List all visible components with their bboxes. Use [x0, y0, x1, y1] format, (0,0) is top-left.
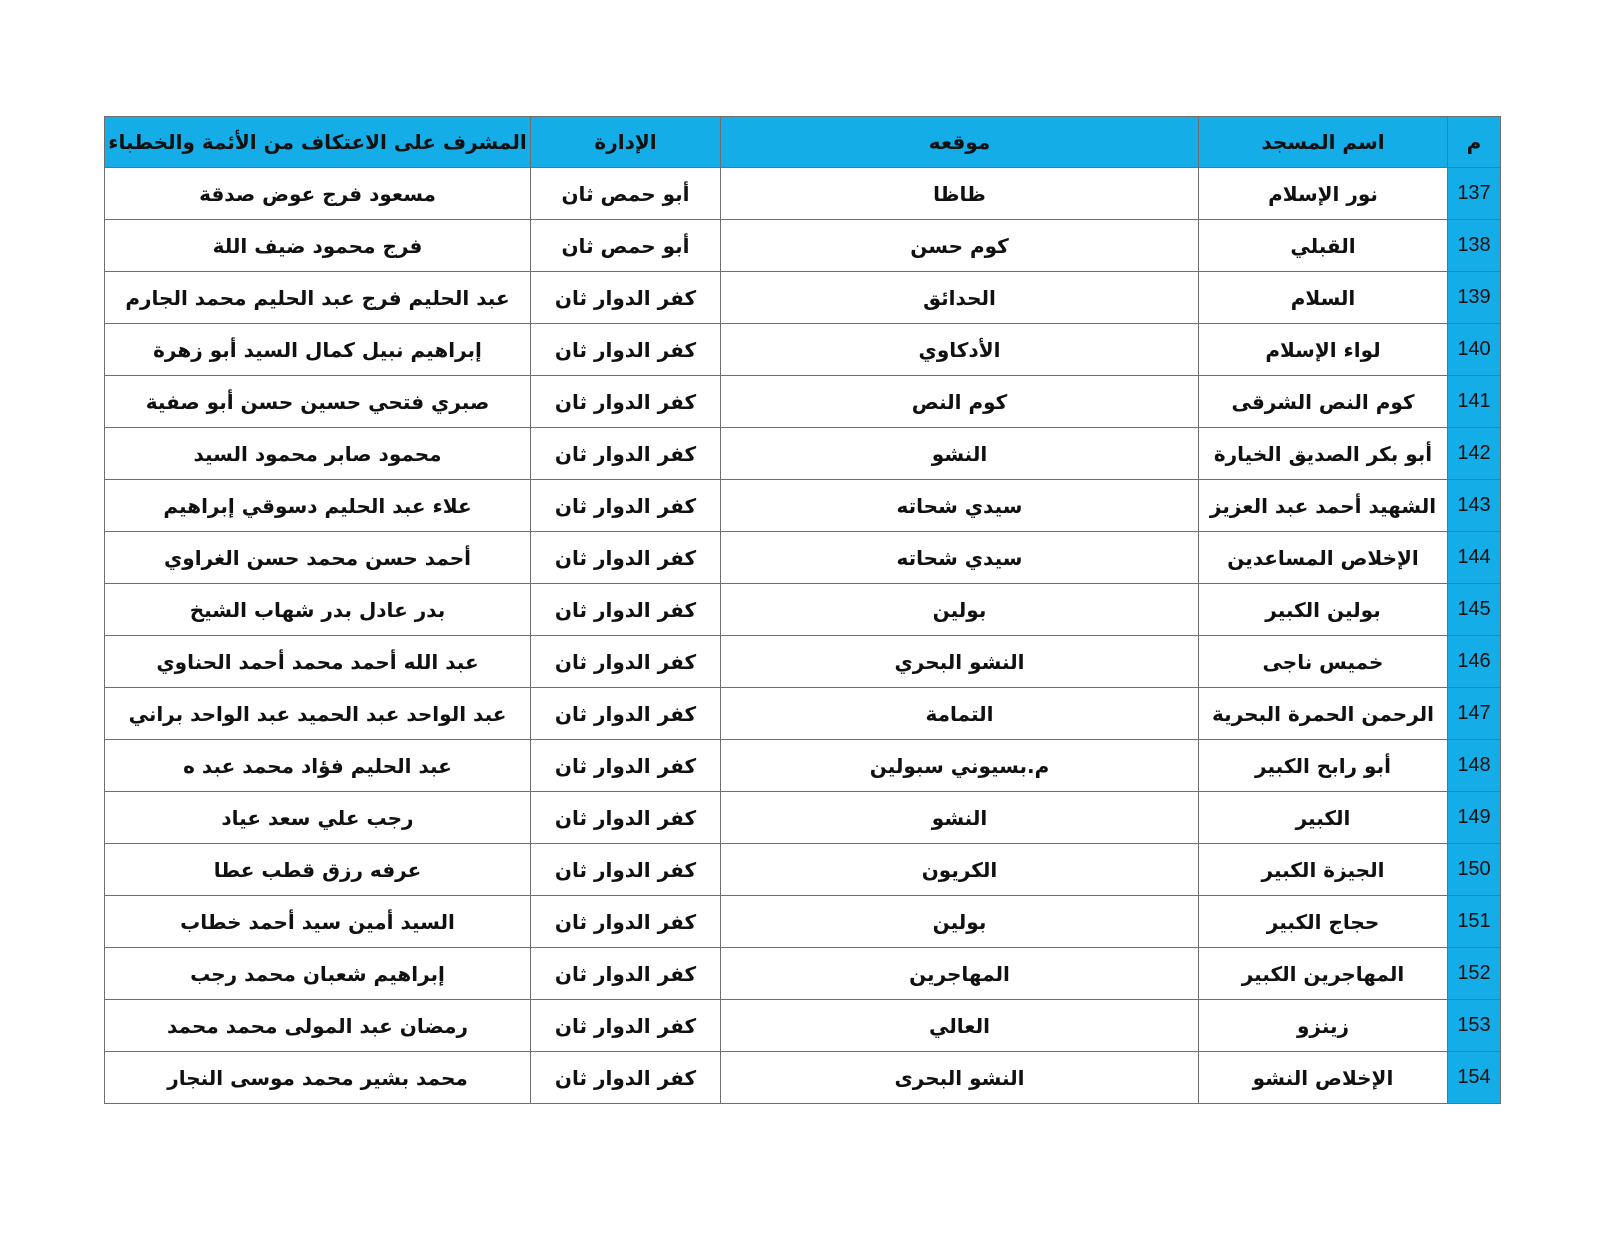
location: النشو	[721, 792, 1199, 844]
row-number: 147	[1448, 688, 1501, 740]
location: سيدي شحاته	[721, 532, 1199, 584]
row-number: 149	[1448, 792, 1501, 844]
row-number: 146	[1448, 636, 1501, 688]
table-row	[105, 1000, 1501, 1052]
mosque-name: أبو بكر الصديق الخيارة	[1199, 428, 1448, 480]
administration: كفر الدوار ثان	[531, 480, 721, 532]
row-number: 142	[1448, 428, 1501, 480]
table-row	[105, 740, 1501, 792]
mosque-name: الشهيد أحمد عبد العزيز	[1199, 480, 1448, 532]
administration: كفر الدوار ثان	[531, 584, 721, 636]
row-number: 139	[1448, 272, 1501, 324]
table-header-row	[105, 117, 1501, 168]
administration: كفر الدوار ثان	[531, 896, 721, 948]
administration: كفر الدوار ثان	[531, 792, 721, 844]
supervisor: عبد الله أحمد محمد أحمد الحناوي	[105, 636, 531, 688]
location: ظاظا	[721, 168, 1199, 220]
mosque-name: الجيزة الكبير	[1199, 844, 1448, 896]
table-row	[105, 792, 1501, 844]
table-row	[105, 688, 1501, 740]
row-number: 144	[1448, 532, 1501, 584]
administration: كفر الدوار ثان	[531, 272, 721, 324]
mosque-name: حجاج الكبير	[1199, 896, 1448, 948]
supervisor: عبد الواحد عبد الحميد عبد الواحد براني	[105, 688, 531, 740]
mosque-name: الكبير	[1199, 792, 1448, 844]
administration: كفر الدوار ثان	[531, 1052, 721, 1104]
supervisor: عبد الحليم فؤاد محمد عبد ه	[105, 740, 531, 792]
header-supervisor: المشرف على الاعتكاف من الأئمة والخطباء	[105, 117, 531, 168]
administration: كفر الدوار ثان	[531, 636, 721, 688]
table-row	[105, 948, 1501, 1000]
row-number: 145	[1448, 584, 1501, 636]
table-row	[105, 428, 1501, 480]
table-row	[105, 1052, 1501, 1104]
table-row	[105, 584, 1501, 636]
supervisor: مسعود فرج عوض صدقة	[105, 168, 531, 220]
supervisor: محمود صابر محمود السيد	[105, 428, 531, 480]
table-row	[105, 844, 1501, 896]
table-row	[105, 636, 1501, 688]
supervisor: صبري فتحي حسين حسن أبو صفية	[105, 376, 531, 428]
location: المهاجرين	[721, 948, 1199, 1000]
location: بولين	[721, 896, 1199, 948]
header-mosque-name: اسم المسجد	[1199, 117, 1448, 168]
header-administration: الإدارة	[531, 117, 721, 168]
mosque-name: القبلي	[1199, 220, 1448, 272]
itikaf-supervisors-table	[104, 116, 1501, 1104]
administration: أبو حمص ثان	[531, 220, 721, 272]
row-number: 138	[1448, 220, 1501, 272]
administration: كفر الدوار ثان	[531, 1000, 721, 1052]
mosque-name: الإخلاص المساعدين	[1199, 532, 1448, 584]
supervisor: بدر عادل بدر شهاب الشيخ	[105, 584, 531, 636]
supervisor: علاء عبد الحليم دسوقي إبراهيم	[105, 480, 531, 532]
mosque-name: المهاجرين الكبير	[1199, 948, 1448, 1000]
location: النشو	[721, 428, 1199, 480]
supervisor: محمد بشير محمد موسى النجار	[105, 1052, 531, 1104]
location: م.بسيوني سبولين	[721, 740, 1199, 792]
administration: كفر الدوار ثان	[531, 324, 721, 376]
mosque-name: زينزو	[1199, 1000, 1448, 1052]
supervisor: عبد الحليم فرج عبد الحليم محمد الجارم	[105, 272, 531, 324]
administration: كفر الدوار ثان	[531, 532, 721, 584]
location: الأدكاوي	[721, 324, 1199, 376]
mosque-name: لواء الإسلام	[1199, 324, 1448, 376]
row-number: 153	[1448, 1000, 1501, 1052]
mosque-name: نور الإسلام	[1199, 168, 1448, 220]
administration: كفر الدوار ثان	[531, 844, 721, 896]
location: كوم النص	[721, 376, 1199, 428]
row-number: 154	[1448, 1052, 1501, 1104]
table-row	[105, 896, 1501, 948]
location: النشو البحرى	[721, 1052, 1199, 1104]
row-number: 151	[1448, 896, 1501, 948]
mosque-name: الإخلاص النشو	[1199, 1052, 1448, 1104]
supervisor: أحمد حسن محمد حسن الغراوي	[105, 532, 531, 584]
row-number: 152	[1448, 948, 1501, 1000]
table-row	[105, 168, 1501, 220]
table-row	[105, 480, 1501, 532]
supervisor: رجب علي سعد عياد	[105, 792, 531, 844]
mosque-name: كوم النص الشرقى	[1199, 376, 1448, 428]
mosque-name: الرحمن الحمرة البحرية	[1199, 688, 1448, 740]
table-row	[105, 376, 1501, 428]
mosque-name: بولين الكبير	[1199, 584, 1448, 636]
row-number: 148	[1448, 740, 1501, 792]
header-location: موقعه	[721, 117, 1199, 168]
administration: كفر الدوار ثان	[531, 948, 721, 1000]
location: الحدائق	[721, 272, 1199, 324]
administration: كفر الدوار ثان	[531, 688, 721, 740]
row-number: 141	[1448, 376, 1501, 428]
location: التمامة	[721, 688, 1199, 740]
table-row	[105, 324, 1501, 376]
row-number: 140	[1448, 324, 1501, 376]
supervisor: عرفه رزق قطب عطا	[105, 844, 531, 896]
location: سيدي شحاته	[721, 480, 1199, 532]
administration: كفر الدوار ثان	[531, 376, 721, 428]
location: بولين	[721, 584, 1199, 636]
location: كوم حسن	[721, 220, 1199, 272]
supervisor: السيد أمين سيد أحمد خطاب	[105, 896, 531, 948]
administration: كفر الدوار ثان	[531, 428, 721, 480]
mosque-name: أبو رابح الكبير	[1199, 740, 1448, 792]
row-number: 137	[1448, 168, 1501, 220]
mosque-name: السلام	[1199, 272, 1448, 324]
table-row	[105, 220, 1501, 272]
location: الكريون	[721, 844, 1199, 896]
mosque-name: خميس ناجى	[1199, 636, 1448, 688]
location: النشو البحري	[721, 636, 1199, 688]
administration: كفر الدوار ثان	[531, 740, 721, 792]
row-number: 150	[1448, 844, 1501, 896]
administration: أبو حمص ثان	[531, 168, 721, 220]
supervisor: إبراهيم نبيل كمال السيد أبو زهرة	[105, 324, 531, 376]
table-row	[105, 532, 1501, 584]
row-number: 143	[1448, 480, 1501, 532]
table-row	[105, 272, 1501, 324]
location: العالي	[721, 1000, 1199, 1052]
supervisor: فرج محمود ضيف اللة	[105, 220, 531, 272]
supervisor: رمضان عبد المولى محمد محمد	[105, 1000, 531, 1052]
header-number: م	[1448, 117, 1501, 168]
supervisor: إبراهيم شعبان محمد رجب	[105, 948, 531, 1000]
